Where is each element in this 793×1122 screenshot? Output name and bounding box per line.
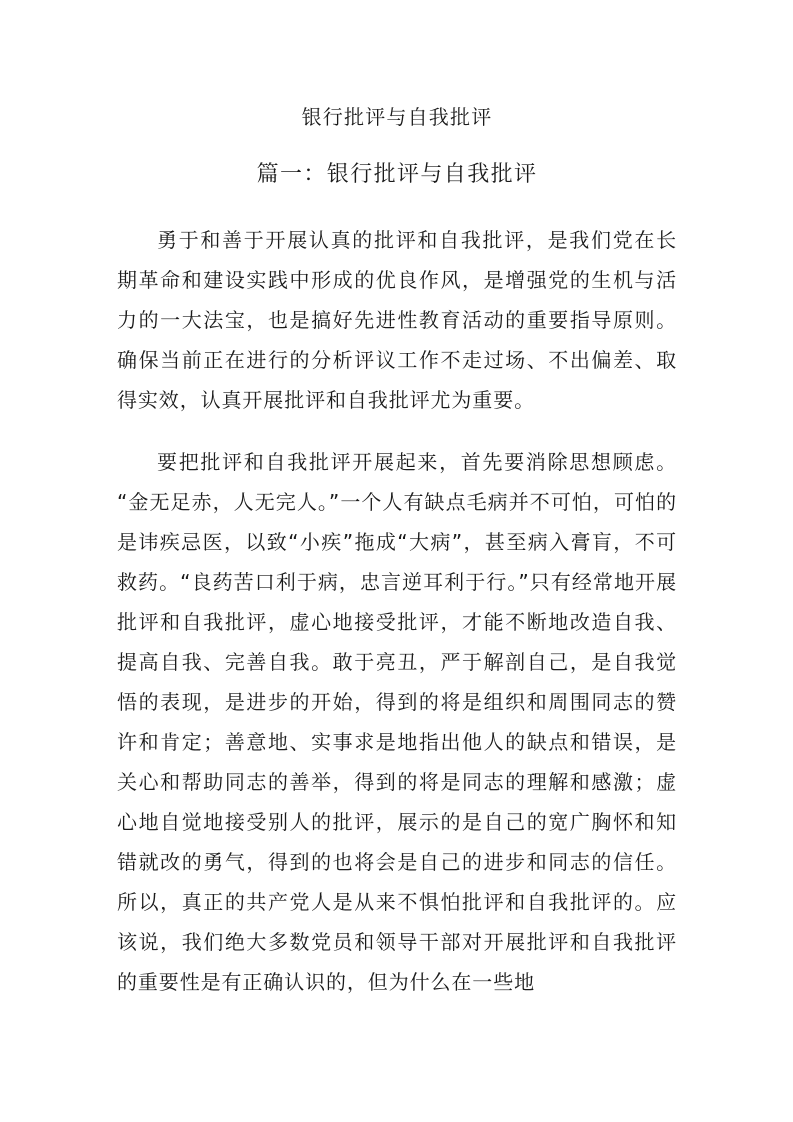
document-title: 银行批评与自我批评 (301, 105, 493, 129)
document-subtitle: 篇一：银行批评与自我批评 (256, 162, 538, 187)
body-paragraph: 勇于和善于开展认真的批评和自我批评，是我们党在长期革命和建设实践中形成的优良作风，是增强党的生机与活力的一大法宝，也是搞好先进性教育活动的重要指导原则。确保当前正在进行的分析评议工作不走过场、不出偏差、取得实效，认真开展批评和自我批评尤为重要。 (117, 228, 677, 412)
document-body (117, 220, 677, 1002)
body-paragraph: 要把批评和自我批评开展起来，首先要消除思想顾虑。“金无足赤，人无完人。”一个人有缺点毛病并不可怕，可怕的是讳疾忌医，以致“小疾”拖成“大病”，甚至病入膏肓，不可救药。“良药苦口利于病，忠言逆耳利于行。”只有经常地开展批评和自我批评，虚心地接受批评，才能不断地改造自我、提高自我、完善自我。敢于亮丑，严于解剖自己，是自我觉悟的表现，是进步的开始，得到的将是组织和周围同志的赞许和肯定；善意地、实事求是地指出他人的缺点和错误，是关心和帮助同志的善举，得到的将是同志的理解和感激；虚心地自觉地接受别人的批评，展示的是自己的宽广胸怀和知错就改的勇气，得到的也将会是自己的进步和同志的信任。所以，真正的共产党人是从来不惧怕批评和自我批评的。应该说，我们绝大多数党员和领导干部对开展批评和自我批评的重要性是有正确认识的，但为什么在一些地 (117, 450, 677, 994)
